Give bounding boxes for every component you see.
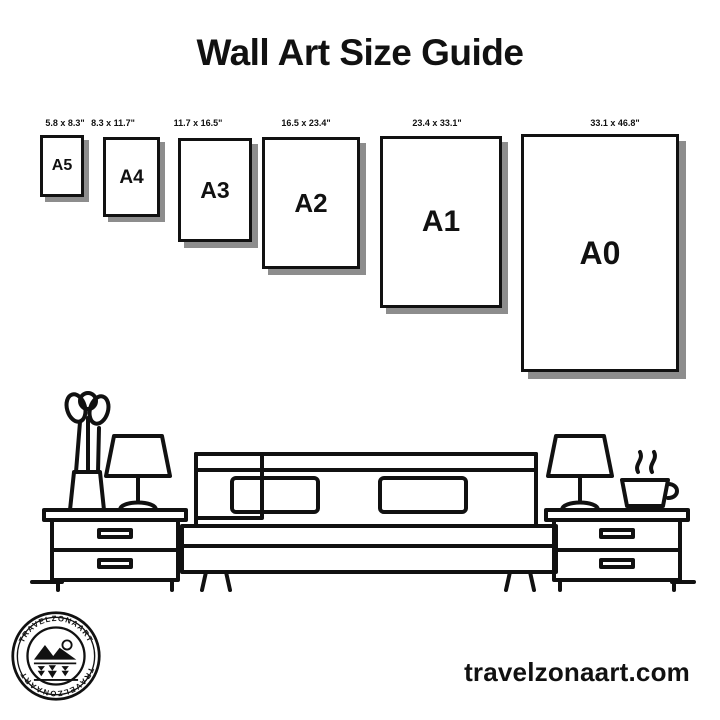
frame-label-a5: A5 [51, 157, 73, 174]
table-lamp-left [106, 436, 170, 510]
frame-a2[interactable] [262, 137, 360, 269]
brand-logo [10, 610, 102, 702]
logo-text-bottom: TRAVELZONAART [18, 666, 96, 699]
website-url[interactable]: travelzonaart.com [464, 657, 690, 687]
coffee-cup [622, 452, 677, 506]
frame-label-a3: A3 [200, 176, 230, 203]
bedroom-scene [0, 376, 720, 606]
frame-label-a4: A4 [119, 166, 144, 188]
nightstand-left [44, 510, 186, 590]
bed [182, 454, 556, 590]
frame-a0[interactable] [521, 134, 679, 372]
frame-a4[interactable] [103, 137, 160, 217]
logo-text-top: TRAVELZONAART [17, 613, 95, 644]
frame-a5[interactable] [40, 135, 84, 197]
vase-with-flowers [63, 392, 111, 510]
table-lamp-right [548, 436, 612, 510]
page-title: Wall Art Size Guide [196, 32, 524, 73]
nightstand-right [546, 510, 688, 590]
svg-text:TRAVELZONAART [18, 666, 96, 698]
frame-label-a0: A0 [579, 235, 621, 271]
frame-a1[interactable] [380, 136, 502, 308]
frame-dimension-a4: 8.3 x 11.7" [91, 118, 135, 128]
frame-dimension-a0: 33.1 x 46.8" [590, 118, 640, 128]
svg-text:TRAVELZONAART [17, 614, 95, 644]
frame-dimension-a3: 11.7 x 16.5" [173, 118, 223, 128]
frame-dimension-a1: 23.4 x 33.1" [412, 118, 462, 128]
frame-dimension-a5: 5.8 x 8.3" [45, 118, 85, 128]
frame-label-a2: A2 [294, 188, 328, 218]
frame-label-a1: A1 [421, 205, 461, 238]
frame-dimension-a2: 16.5 x 23.4" [281, 118, 331, 128]
frame-a3[interactable] [178, 138, 252, 242]
